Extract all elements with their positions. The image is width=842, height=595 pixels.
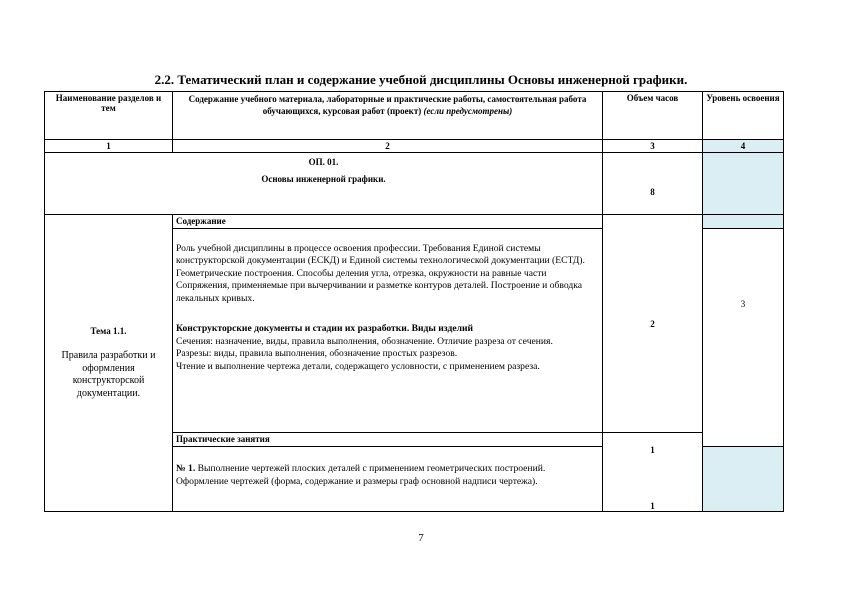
content-line: Разрезы: виды, правила выполнения, обозначение простых разрезов.: [176, 348, 458, 360]
header-content-main: Содержание учебного материала, лабораторные и практические работы, самостоятельная работа обучающихся, курсовая работ (проект): [188, 94, 587, 117]
section-code: ОП. 01.: [308, 157, 339, 167]
content-line: Конструкторские документы и стадии их разработки. Виды изделий: [176, 323, 474, 335]
header-content-optional: (если предусмотрены): [423, 106, 513, 117]
column-number: 4: [703, 140, 784, 153]
column-number: 1: [45, 140, 173, 153]
content-cell: [173, 229, 603, 433]
practice-hours-top: 1: [650, 445, 655, 455]
practice-level-shaded: [703, 447, 784, 512]
practice-label: Практические занятия: [173, 433, 603, 447]
practice-hours-cell: [603, 433, 703, 512]
practice-hours-bottom: 1: [650, 501, 655, 511]
topic-name: Правила разработки и оформления конструкторской документации.: [61, 350, 156, 399]
content-line: Сечения: назначение, виды, правила выполнения, обозначение. Отличие разреза от сечения.: [176, 335, 553, 347]
content-label-row: [45, 215, 784, 229]
practice-cell: [173, 447, 603, 512]
header-sections: Наименование разделов и тем: [45, 92, 173, 140]
topic-number: Тема 1.1.: [90, 326, 127, 336]
content-paragraph: Роль учебной дисциплины в процессе освоения профессии. Требования Единой системы конструкторской документации (ЕСКД) и Единой системы технологической документации (ЕСТД). Геометрические построения. Способы деления угла, отрезка, окружности на равные части Сопряжения, применяемые при вычерчивании и разметке контуров деталей. Построение и обводка лекальных кривых.: [176, 243, 585, 304]
header-level: Уровень освоения: [703, 92, 784, 140]
header-hours: Объем часов: [603, 92, 703, 140]
section-row: [45, 153, 784, 215]
header-row: [45, 92, 784, 140]
section-hours: 8: [603, 153, 703, 215]
column-number-row: [45, 140, 784, 153]
practice-text: Выполнение чертежей плоских деталей с применением геометрических построений. Оформление чертежей (форма, содержание и размеры граф основной надписи чертежа).: [176, 463, 546, 488]
content-label: Содержание: [173, 215, 603, 229]
column-number: 3: [603, 140, 703, 153]
page-number: 7: [418, 532, 424, 544]
content-level-shaded: [703, 215, 784, 229]
content-line: Чтение и выполнение чертежа детали, содержащего условности, с применением разреза.: [176, 360, 540, 372]
content-hours: 2: [603, 215, 703, 433]
thematic-plan-table: [44, 91, 784, 512]
section-title-cell: [45, 153, 603, 215]
content-level: 3: [703, 229, 784, 447]
topic-cell: [45, 215, 173, 512]
practice-number: № 1.: [176, 463, 196, 475]
section-name: Основы инженерной графики.: [261, 174, 386, 185]
section-level-cell: [703, 153, 784, 215]
column-number: 2: [173, 140, 603, 153]
page-title: 2.2. Тематический план и содержание учебной дисциплины Основы инженерной графики.: [154, 72, 688, 87]
header-content: [173, 92, 603, 140]
